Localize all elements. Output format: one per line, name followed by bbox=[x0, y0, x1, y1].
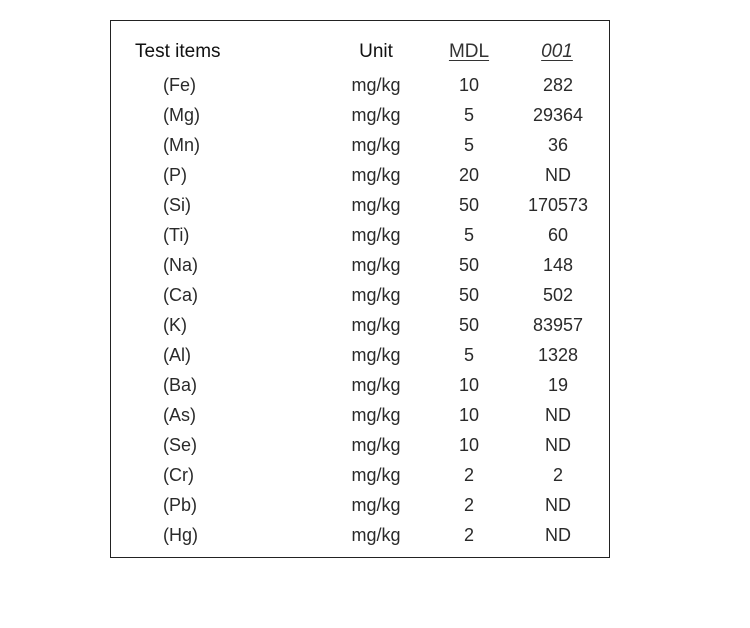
table-row bbox=[0, 130, 750, 160]
test-item-cell: (Mg) bbox=[163, 105, 200, 125]
result-cell: ND bbox=[545, 435, 571, 455]
test-item-cell: (K) bbox=[163, 315, 187, 335]
table-row bbox=[0, 160, 750, 190]
test-item-cell: (Se) bbox=[163, 435, 198, 455]
mdl-cell: 5 bbox=[463, 105, 475, 125]
result-cell: 36 bbox=[547, 135, 569, 155]
unit-cell: mg/kg bbox=[351, 285, 401, 305]
table-row bbox=[0, 250, 750, 280]
test-item-cell: (Pb) bbox=[163, 495, 198, 515]
unit-cell: mg/kg bbox=[351, 375, 401, 395]
header-test-items: Test items bbox=[135, 41, 221, 62]
result-cell: ND bbox=[545, 525, 571, 545]
result-cell: ND bbox=[545, 405, 571, 425]
test-item-cell: (Fe) bbox=[163, 75, 196, 95]
table-row bbox=[0, 220, 750, 250]
mdl-cell: 2 bbox=[463, 525, 475, 545]
table-row bbox=[0, 100, 750, 130]
result-cell: 2 bbox=[552, 465, 564, 485]
table-row bbox=[0, 430, 750, 460]
table-row bbox=[0, 310, 750, 340]
mdl-cell: 50 bbox=[458, 285, 480, 305]
result-cell: 170573 bbox=[527, 195, 589, 215]
unit-cell: mg/kg bbox=[351, 135, 401, 155]
mdl-cell: 50 bbox=[458, 255, 480, 275]
table-row bbox=[0, 370, 750, 400]
test-item-cell: (Al) bbox=[163, 345, 191, 365]
header-unit: Unit bbox=[359, 41, 393, 62]
table-row bbox=[0, 520, 750, 550]
mdl-cell: 2 bbox=[463, 495, 475, 515]
unit-cell: mg/kg bbox=[351, 315, 401, 335]
test-item-cell: (P) bbox=[163, 165, 187, 185]
table-row bbox=[0, 490, 750, 520]
test-item-cell: (As) bbox=[163, 405, 196, 425]
result-cell: 83957 bbox=[532, 315, 584, 335]
unit-cell: mg/kg bbox=[351, 495, 401, 515]
unit-cell: mg/kg bbox=[351, 525, 401, 545]
unit-cell: mg/kg bbox=[351, 225, 401, 245]
test-item-cell: (Hg) bbox=[163, 525, 198, 545]
mdl-cell: 5 bbox=[463, 135, 475, 155]
unit-cell: mg/kg bbox=[351, 405, 401, 425]
test-item-cell: (Cr) bbox=[163, 465, 194, 485]
test-item-cell: (Mn) bbox=[163, 135, 200, 155]
mdl-cell: 10 bbox=[458, 405, 480, 425]
table-row bbox=[0, 70, 750, 100]
mdl-cell: 50 bbox=[458, 195, 480, 215]
result-cell: 19 bbox=[547, 375, 569, 395]
unit-cell: mg/kg bbox=[351, 165, 401, 185]
unit-cell: mg/kg bbox=[351, 195, 401, 215]
unit-cell: mg/kg bbox=[351, 345, 401, 365]
mdl-cell: 10 bbox=[458, 375, 480, 395]
header-mdl: MDL bbox=[448, 41, 490, 62]
unit-cell: mg/kg bbox=[351, 435, 401, 455]
result-cell: 282 bbox=[542, 75, 574, 95]
result-cell: ND bbox=[545, 165, 571, 185]
unit-cell: mg/kg bbox=[351, 75, 401, 95]
test-item-cell: (Ca) bbox=[163, 285, 198, 305]
table-row bbox=[0, 190, 750, 220]
test-item-cell: (Ba) bbox=[163, 375, 198, 395]
result-cell: 60 bbox=[547, 225, 569, 245]
mdl-cell: 50 bbox=[458, 315, 480, 335]
test-item-cell: (Na) bbox=[163, 255, 198, 275]
result-cell: 148 bbox=[542, 255, 574, 275]
result-cell: 29364 bbox=[532, 105, 584, 125]
table-row bbox=[0, 340, 750, 370]
result-cell: 502 bbox=[542, 285, 574, 305]
header-sample-001: 001 bbox=[541, 41, 573, 62]
mdl-cell: 5 bbox=[463, 225, 475, 245]
table-body bbox=[0, 70, 750, 550]
table-row bbox=[0, 460, 750, 490]
mdl-cell: 2 bbox=[463, 465, 475, 485]
table-row bbox=[0, 400, 750, 430]
test-item-cell: (Si) bbox=[163, 195, 191, 215]
result-cell: ND bbox=[545, 495, 571, 515]
mdl-cell: 20 bbox=[458, 165, 480, 185]
test-item-cell: (Ti) bbox=[163, 225, 190, 245]
mdl-cell: 10 bbox=[458, 435, 480, 455]
mdl-cell: 10 bbox=[458, 75, 480, 95]
mdl-cell: 5 bbox=[463, 345, 475, 365]
unit-cell: mg/kg bbox=[351, 105, 401, 125]
unit-cell: mg/kg bbox=[351, 465, 401, 485]
result-cell: 1328 bbox=[537, 345, 579, 365]
unit-cell: mg/kg bbox=[351, 255, 401, 275]
table-row bbox=[0, 280, 750, 310]
